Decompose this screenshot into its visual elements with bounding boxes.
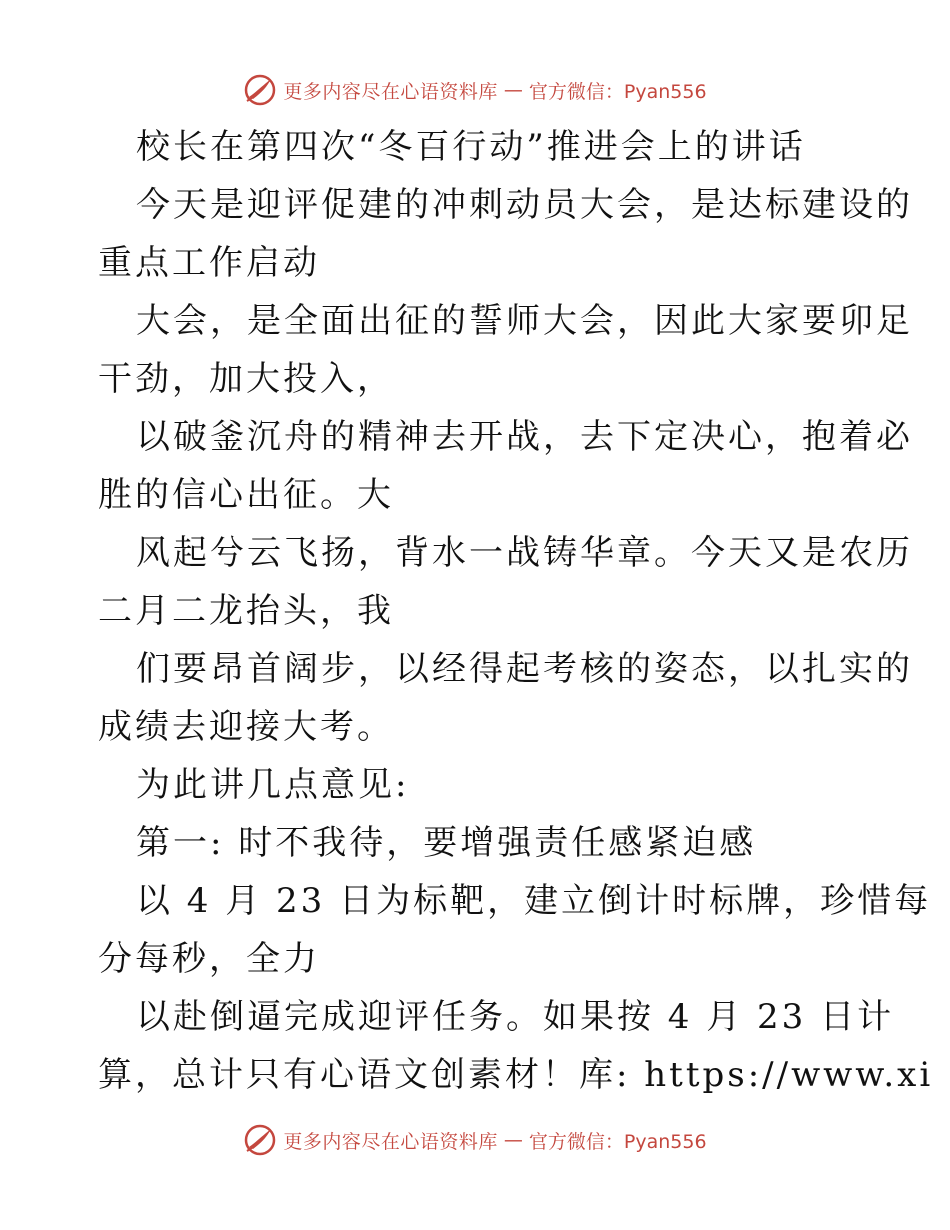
banner-separator: — xyxy=(503,1129,523,1151)
paragraph-line: 二月二龙抬头，我 xyxy=(98,591,394,631)
header-banner xyxy=(0,70,950,110)
document-body xyxy=(98,118,934,1104)
quill-pen-logo-icon xyxy=(243,1123,277,1157)
paragraph-line: 重点工作启动 xyxy=(98,243,320,283)
banner-wechat-id: 官方微信：Pyan556 xyxy=(528,80,707,103)
paragraph-line: 成绩去迎接大考。 xyxy=(98,707,394,747)
paragraph-line: 风起兮云飞扬，背水一战铸华章。今天又是农历 xyxy=(136,533,913,573)
paragraph-line: 今天是迎评促建的冲刺动员大会，是达标建设的 xyxy=(136,185,913,225)
paragraph-line: 胜的信心出征。大 xyxy=(98,475,394,515)
paragraph-line: 以破釜沉舟的精神去开战，去下定决心，抱着必 xyxy=(136,417,913,457)
banner-slogan: 更多内容尽在心语资料库 xyxy=(283,1130,498,1153)
banner-slogan: 更多内容尽在心语资料库 xyxy=(283,80,498,103)
quill-pen-logo-icon xyxy=(243,73,277,107)
banner-separator: — xyxy=(503,79,523,101)
paragraph-line: 算，总计只有心语文创素材！库: https://www.xi xyxy=(98,1055,934,1095)
footer-banner xyxy=(0,1120,950,1160)
paragraph-line: 们要昂首阔步，以经得起考核的姿态，以扎实的 xyxy=(136,649,913,689)
document-title: 校长在第四次“冬百行动”推进会上的讲话 xyxy=(136,127,806,167)
paragraph-line: 以 4 月 23 日为标靶，建立倒计时标牌，珍惜每 xyxy=(136,881,932,921)
paragraph-line: 大会，是全面出征的誓师大会，因此大家要卯足 xyxy=(136,301,913,341)
section-heading: 第一: 时不我待，要增强责任感紧迫感 xyxy=(136,823,757,863)
paragraph-line: 干劲，加大投入， xyxy=(98,359,394,399)
paragraph-line: 分每秒，全力 xyxy=(98,939,320,979)
paragraph-line: 为此讲几点意见: xyxy=(136,765,410,805)
paragraph-line: 以赴倒逼完成迎评任务。如果按 4 月 23 日计 xyxy=(136,997,895,1037)
banner-wechat-id: 官方微信：Pyan556 xyxy=(528,1130,707,1153)
